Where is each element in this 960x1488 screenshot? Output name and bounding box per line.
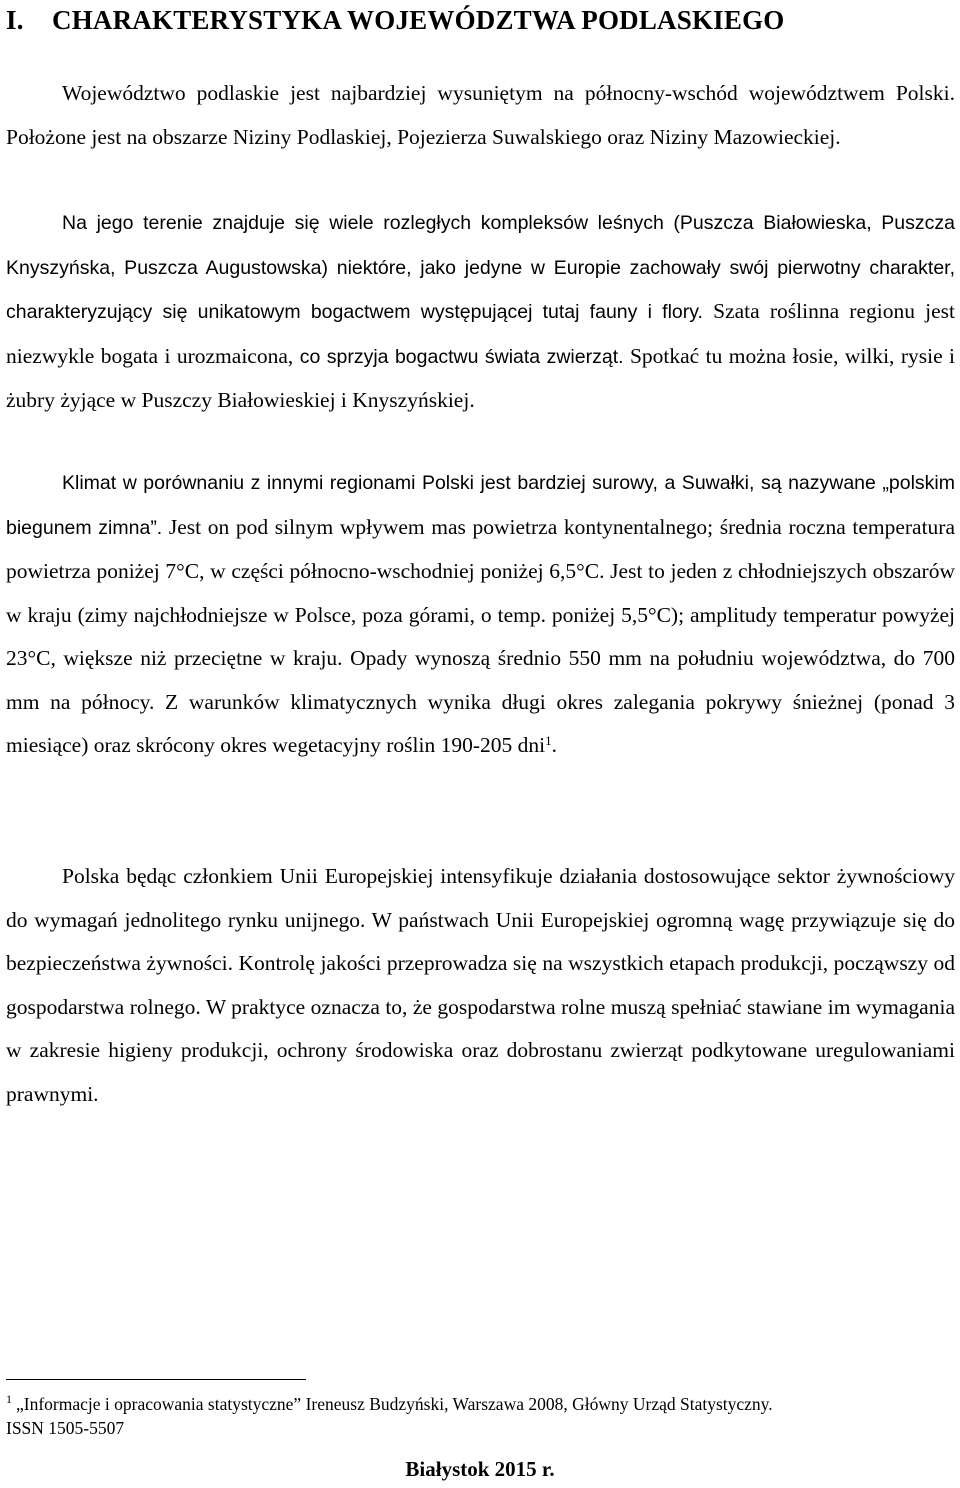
footnote-reference: 1 bbox=[545, 733, 552, 748]
footnote-separator bbox=[6, 1379, 306, 1380]
footnote bbox=[6, 1392, 955, 1440]
section-title: CHARAKTERYSTYKA WOJEWÓDZTWA PODLASKIEGO bbox=[52, 5, 785, 35]
fauna-text: co sprzyja bogactwu świata zwierząt. bbox=[299, 345, 624, 368]
flora-text: Szata roślinna regionu jest niezwykle bogata i urozmaicona, bbox=[6, 299, 956, 368]
paragraph-forests bbox=[6, 201, 955, 423]
paragraph-food-safety: Polska będąc członkiem Unii Europejskiej intensyfikuje działania dostosowujące sektor żywnościowy do wymagań jednolitego rynku unijnego. W państwach Unii Europejskiej ogromną wagę przywiązuje się do bezpieczeństwa żywności. Kontrolę jakości przeprowadza się na wszystkich etapach produkcji, począwszy od gospodarstwa rolnego. W praktyce oznacza to, że gospodarstwa rolne muszą spełniać stawiane im wymagania w zakresie higieny produkcji, ochrony środowiska oraz dobrostanu zwierząt podkytowane uregulowaniami prawnymi. bbox=[6, 864, 955, 1106]
footnote-line bbox=[6, 1392, 955, 1416]
footnote-mark: 1 bbox=[6, 1392, 12, 1406]
forests-text: Na jego terenie znajduje się wiele rozległych kompleksów leśnych (Puszcza Białowieska, Puszcza Knyszyńska, Puszcza Augustowska) niektóre, jako jedyne w Europie zachowały swój pierwotny charakter, charakteryzujący się unikatowym bogactwem występującej tutaj fauny i flory. bbox=[6, 212, 955, 323]
section-heading bbox=[6, 2, 946, 38]
footnote-text: „Informacje i opracowania statystyczne” Ireneusz Budzyński, Warszawa 2008, Główny Urząd Statystyczny. bbox=[16, 1394, 773, 1414]
climate-details-text: Jest on pod silnym wpływem mas powietrza kontynentalnego; średnia roczna temperatura powietrza poniżej 7°C, w części północno-wschodniej poniżej 6,5°C. Jest to jeden z chłodniejszych obszarów w kraju (zimy najchłodniejsze w Polsce, poza górami, o temp. poniżej 5,5°C); amplitudy temperatur powyżej 23°C, większe niż przeciętne w kraju. Opady wynoszą średnio 550 mm na południu województwa, do 700 mm na północy. Z warunków klimatycznych wynika długi okres zalegania pokrywy śnieżnej (ponad 3 miesiące) oraz skrócony okres wegetacyjny roślin 190-205 dni bbox=[6, 514, 956, 757]
paragraph-climate bbox=[6, 461, 955, 768]
page-footer bbox=[0, 1454, 960, 1484]
footer-place-year: Białystok 2015 r. bbox=[405, 1457, 555, 1481]
paragraph-location: Województwo podlaskie jest najbardziej wysuniętym na północny-wschód województwem Polski. Położone jest na obszarze Niziny Podlaskiej, Pojezierza Suwalskiego oraz Niziny Mazowieckiej. bbox=[6, 81, 955, 149]
footnote-issn: ISSN 1505-5507 bbox=[6, 1418, 125, 1438]
animals-text: Spotkać tu można łosie, wilki, rysie i żubry żyjące w Puszczy Białowieskiej i Knyszyńskiej. bbox=[6, 343, 956, 412]
section-number: I. bbox=[6, 5, 24, 35]
climate-intro-text: Klimat w porównaniu z innymi regionami Polski jest bardziej surowy, a Suwałki, są nazywane „polskim biegunem zimna”. bbox=[6, 472, 955, 539]
climate-end-text: . bbox=[551, 733, 558, 757]
